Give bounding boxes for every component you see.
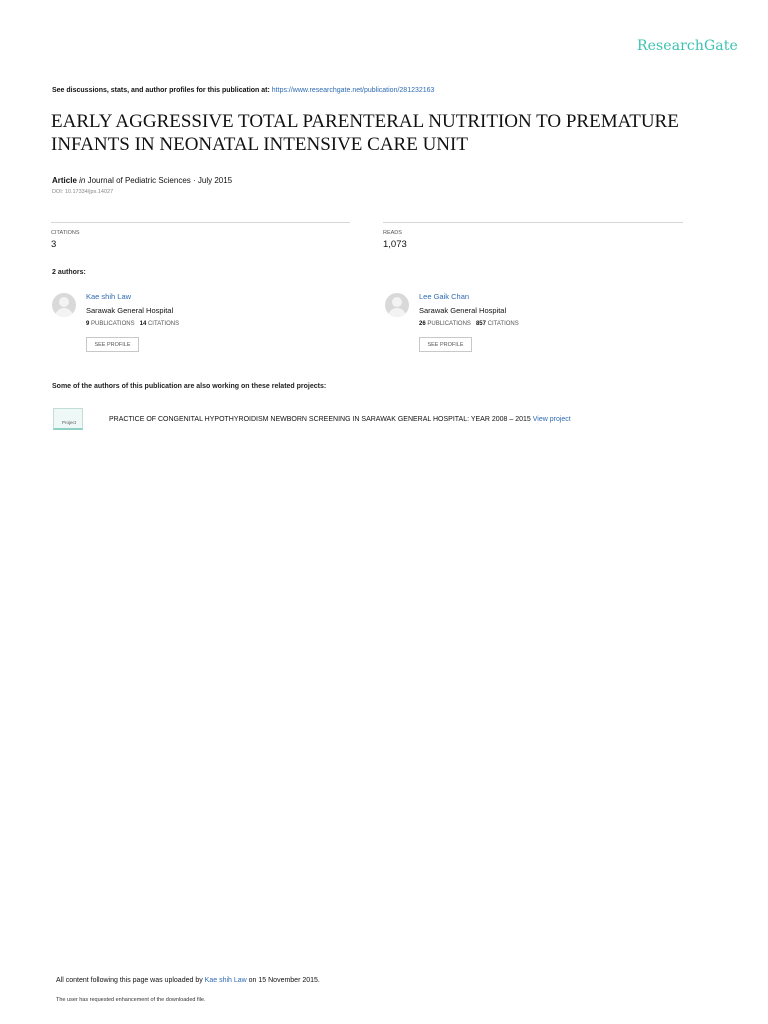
article-type: Article bbox=[52, 176, 77, 185]
author-2-publications-count: 26 bbox=[419, 321, 426, 327]
researchgate-logo[interactable]: ResearchGate bbox=[637, 38, 738, 54]
author-2-publications-label: PUBLICATIONS bbox=[427, 321, 471, 327]
author-1-citations-count: 14 bbox=[139, 321, 147, 327]
article-meta bbox=[52, 176, 232, 185]
author-2-citations-label: CITATIONS bbox=[487, 321, 519, 327]
view-project-link[interactable]: View project bbox=[532, 416, 571, 423]
author-1-publications-count: 9 bbox=[86, 321, 90, 327]
avatar-placeholder-icon[interactable] bbox=[385, 293, 409, 317]
citations-value: 3 bbox=[51, 239, 57, 250]
reads-divider bbox=[383, 222, 683, 223]
enhancement-note: The user has requested enhancement of the downloaded file. bbox=[56, 997, 206, 1003]
project-title: PRACTICE OF CONGENITAL HYPOTHYROIDISM NEWBORN SCREENING IN SARAWAK GENERAL HOSPITAL: YEAR 2008 – 2015 bbox=[109, 416, 531, 423]
uploaded-by-line bbox=[56, 977, 320, 984]
article-in: in bbox=[79, 176, 86, 185]
author-2-institution: Sarawak General Hospital bbox=[419, 306, 507, 315]
publication-url-line bbox=[52, 87, 434, 94]
author-1-publications-label: PUBLICATIONS bbox=[91, 321, 135, 327]
author-2-name[interactable]: Lee Gaik Chan bbox=[419, 292, 470, 301]
reads-label: READS bbox=[383, 230, 402, 236]
related-projects-label: Some of the authors of this publication are also working on these related projects: bbox=[52, 383, 327, 390]
citations-label: CITATIONS bbox=[51, 230, 80, 236]
doi: DOI: 10.17334/jps.14027 bbox=[52, 189, 114, 195]
author-1-institution: Sarawak General Hospital bbox=[86, 306, 174, 315]
reads-value: 1,073 bbox=[383, 239, 407, 250]
authors-label: 2 authors: bbox=[52, 269, 86, 276]
journal-name: Journal of Pediatric Sciences · July 2015 bbox=[87, 176, 233, 185]
publication-url-link[interactable]: https://www.researchgate.net/publication/281232163 bbox=[271, 87, 435, 94]
author-1-name[interactable]: Kae shih Law bbox=[86, 292, 132, 301]
author-1-stats bbox=[86, 321, 179, 327]
author-1-see-profile-button[interactable]: SEE PROFILE bbox=[86, 337, 139, 352]
uploaded-prefix: All content following this page was uploaded by bbox=[56, 977, 203, 984]
related-project bbox=[109, 416, 571, 423]
uploaded-suffix: on 15 November 2015. bbox=[248, 977, 320, 984]
author-2-see-profile-button[interactable]: SEE PROFILE bbox=[419, 337, 472, 352]
project-icon-label: Project bbox=[62, 420, 77, 425]
paper-title: EARLY AGGRESSIVE TOTAL PARENTERAL NUTRITION TO PREMATURE INFANTS IN NEONATAL INTENSIVE CARE UNIT bbox=[51, 111, 679, 155]
uploader-link[interactable]: Kae shih Law bbox=[204, 977, 247, 984]
author-2-citations-count: 857 bbox=[475, 321, 486, 327]
see-discussions-label: See discussions, stats, and author profiles for this publication at: bbox=[52, 87, 270, 94]
citations-divider bbox=[51, 222, 350, 223]
author-1-citations-label: CITATIONS bbox=[147, 321, 180, 327]
author-2-stats bbox=[419, 321, 519, 327]
project-icon[interactable] bbox=[53, 408, 83, 430]
avatar-placeholder-icon[interactable] bbox=[52, 293, 76, 317]
